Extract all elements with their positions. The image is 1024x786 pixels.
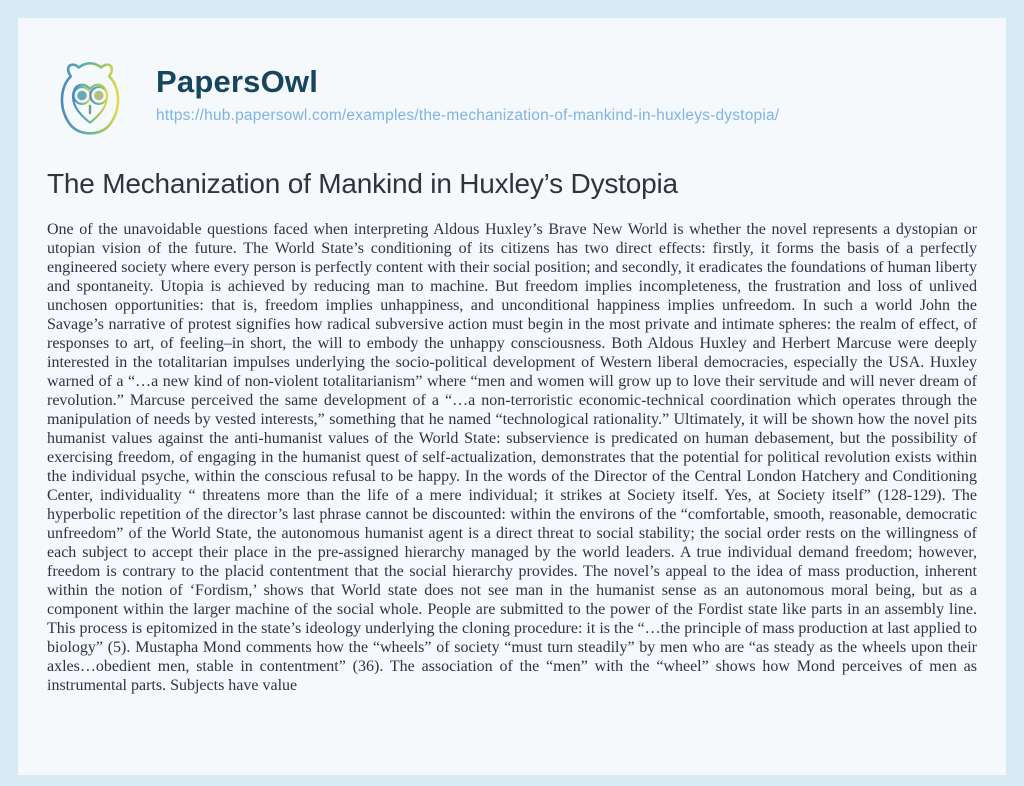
- brand-name: PapersOwl: [156, 64, 319, 99]
- source-url-link[interactable]: https://hub.papersowl.com/examples/the-mechanization-of-mankind-in-huxleys-dystopia/: [156, 107, 780, 124]
- owl-logo-icon: [50, 56, 130, 151]
- brand-block: [156, 56, 779, 125]
- article-body-text: One of the unavoidable questions faced when interpreting Aldous Huxley’s Brave New World is whether the novel represents a dystopian or utopian vision of the future. The World State’s conditioning of its citizens has two direct effects: firstly, it forms the basis of a perfectly engineered society where every person is perfectly content with their social position; and secondly, it eradicates the foundations of human liberty and spontaneity. Utopia is achieved by reducing man to machine. But freedom implies incompleteness, the frustration and loss of unlived unchosen opportunities: that is, freedom implies unhappiness, and unconditional happiness implies unfreedom. In such a world John the Savage’s narrative of protest signifies how radical subversive action must begin in the most private and intimate spheres: the realm of effect, of responses to art, of feeling–in short, the will to embody the unhappy consciousness. Both Aldous Huxley and Herbert Marcuse were deeply interested in the totalitarian impulses underlying the socio-political development of Western liberal democracies, especially the USA. Huxley warned of a “…a new kind of non-violent totalitarianism” where “men and women will grow up to love their servitude and will never dream of revolution.” Marcuse perceived the same development of a “…a non-terroristic economic-technical coordination which operates through the manipulation of needs by vested interests,” something that he named “technological rationality.” Ultimately, it will be shown how the novel pits humanist values against the anti-humanist values of the World State: subservience is predicated on human debasement, but the possibility of exercising freedom, of engaging in the humanist quest of self-actualization, demonstrates that the potential for political revolution exists within the individual psyche, within the conscious refusal to be happy. In the words of the Director of the Central London Hatchery and Conditioning Center, individuality “ threatens more than the life of a mere individual; it strikes at Society itself. Yes, at Society itself” (128-129). The hyperbolic repetition of the director’s last phrase cannot be discounted: within the environs of the “comfortable, smooth, reasonable, democratic unfreedom” of the World State, the autonomous humanist agent is a direct threat to social stability; the social order rests on the willingness of each subject to accept their place in the pre-assigned hierarchy managed by the world leaders. A true individual demand freedom; however, freedom is contrary to the placid contentment that the social hierarchy provides. The novel’s appeal to the idea of mass production, inherent within the notion of ‘Fordism,’ shows that World state does not see man in the humanist sense as an autonomous moral being, but as a component within the larger machine of the social whole. People are submitted to the power of the Fordist state like parts in an assembly line. This process is epitomized in the state’s ideology underlying the cloning procedure: it is the “…the principle of mass production at last applied to biology” (5). Mustapha Mond comments how the “wheels” of society “must turn steadily” by men who are “as steady as the wheels upon their axles…obedient men, stable in contentment” (36). The association of the “men” with the “wheel” shows how Mond perceives of men as instrumental parts. Subjects have value: [47, 221, 978, 694]
- article-title: The Mechanization of Mankind in Huxley’s Dystopia: [47, 168, 678, 199]
- content-card: [18, 18, 1006, 775]
- site-header: [50, 56, 779, 151]
